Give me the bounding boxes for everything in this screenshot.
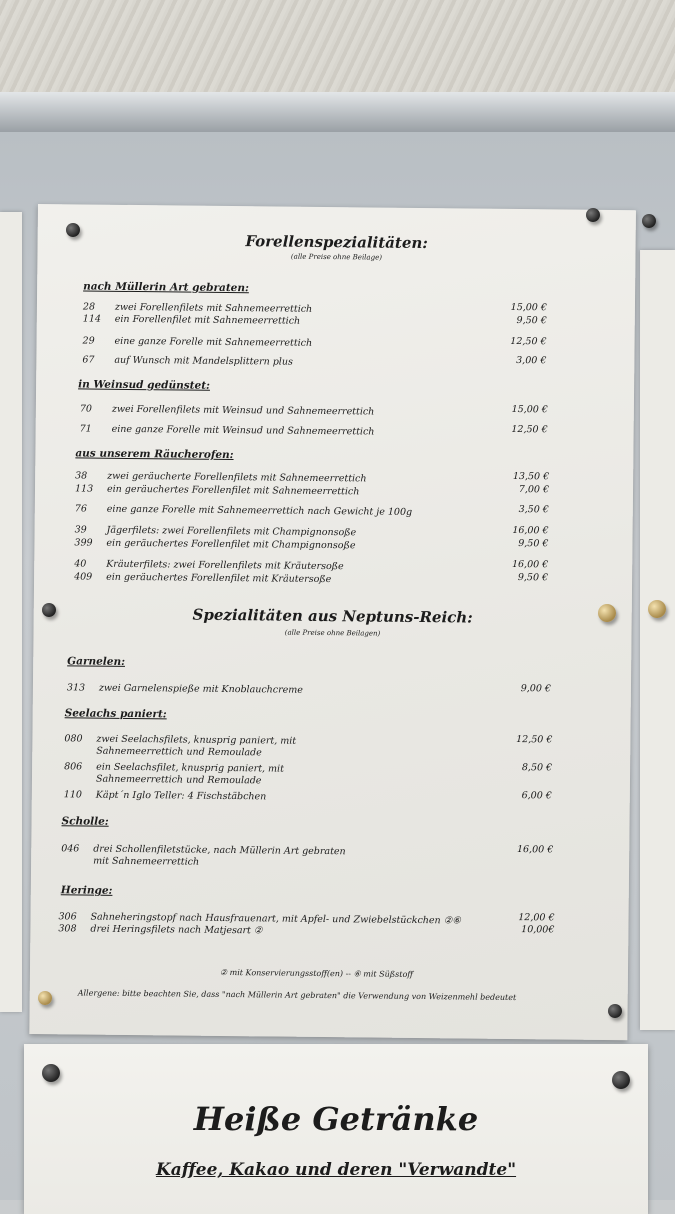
display-case-frame bbox=[0, 92, 675, 134]
additives-legend: ② mit Konservierungsstoff(en) -- ⑥ mit Süßstoff bbox=[219, 967, 414, 979]
menu-item-price: 16,00 € bbox=[511, 558, 549, 571]
menu-item-price: 7,00 € bbox=[518, 484, 550, 496]
pin-icon bbox=[66, 223, 80, 237]
menu-item-price: 15,00 € bbox=[510, 301, 547, 314]
menu-item-price: 10,00€ bbox=[521, 924, 555, 936]
section-heading-heringe: Heringe: bbox=[60, 884, 113, 897]
section-heading-muellerin: nach Müllerin Art gebraten: bbox=[83, 280, 249, 295]
hot-drinks-subtitle: Kaffee, Kakao und deren "Verwandte" bbox=[155, 1160, 517, 1180]
pin-icon bbox=[42, 603, 56, 617]
menu-item-price: 12,50 € bbox=[516, 734, 553, 746]
pin-icon bbox=[648, 600, 666, 618]
menu-item-price: 8,50 € bbox=[521, 762, 553, 774]
allergen-note: Allergene: bitte beachten Sie, dass "nach Müllerin Art gebraten" die Verwendung von Weizenmehl bedeutet bbox=[77, 988, 517, 1003]
menu-item-price: 13,50 € bbox=[512, 470, 550, 483]
right-neighbor-sheet bbox=[640, 250, 675, 1030]
pin-icon bbox=[38, 991, 52, 1005]
section-heading-raeucherofen: aus unserem Räucherofen: bbox=[75, 447, 234, 462]
menu-item-price: 9,00 € bbox=[520, 683, 552, 695]
trout-title: Forellenspezialitäten: bbox=[245, 232, 428, 253]
menu-item-price: 9,50 € bbox=[516, 315, 547, 327]
left-neighbor-sheet bbox=[0, 212, 22, 1012]
neptun-title: Spezialitäten aus Neptuns-Reich: bbox=[192, 605, 473, 627]
menu-item-price: 3,50 € bbox=[518, 504, 549, 516]
menu-item-price: 9,50 € bbox=[517, 572, 549, 584]
menu-item-price: 12,50 € bbox=[511, 423, 548, 436]
menu-item-price: 9,50 € bbox=[518, 538, 549, 550]
section-heading-scholle: Scholle: bbox=[61, 815, 109, 828]
section-heading-garnelen: Garnelen: bbox=[67, 655, 126, 668]
pin-icon bbox=[608, 1004, 622, 1018]
menu-item-price: 16,00 € bbox=[512, 524, 549, 537]
pin-icon bbox=[612, 1071, 630, 1089]
neptun-price-note: (alle Preise ohne Beilagen) bbox=[284, 628, 381, 638]
menu-sheet-hot-drinks bbox=[24, 1044, 648, 1214]
menu-sheet-trout-fish: Forellenspezialitäten: (alle Preise ohne Beilage) nach Müllerin Art gebraten: 28 zwei Forellenfilets mit Sahnemeerrettich 15,00 € 114 ein Forellenfilet mit Sahnemeerrettich 9,50 € 29 eine ganze Forelle mit Sahnemeerrettich 12,50 € 67 auf Wunsch mit Mandelsplittern plus 3,00 € in Weinsud gedünstet: 70 zwei Forellenfilets mit Weinsud und Sahnemeerrettich 15,00 € 71 eine ganze Forelle mit Weinsud und Sahnemeerrettich 12,50 € aus unserem Räucherofen: 38 zwei geräucherte Forellenfilets mit Sahnemeerrettich 13,50 € 113 ein geräuchertes Forellenfilet mit Sahnemeerrettich 7,00 € 76 eine ganze Forelle mit Sahnemeerrettich nach Gewicht je 100g 3,50 € 39 Jägerfilets: zwei Forellenfilets mit Champignonsoße 16,00 € 399 ein geräuchertes Forellenfilet mit Champignonsoße 9,50 € 40 Kräuterfilets: zwei Forellenfilets mit Kräutersoße 16,00 € 409 ein geräuchertes Forellenfilet mit Kräutersoße 9,50 € Spezialitäten aus Neptuns-Reich: (alle Preise ohne Beilagen) Garnelen: 313 zwei Garnelenspieße mit Knoblauchcreme 9,00 € Seelachs paniert: 080 zwei Seelachsfilets, knusprig paniert, mit Sahnemeerrettich und Remoulade 12,50 € 806 ein Seelachsfilet, knusprig paniert, mit Sahnemeerrettich und Remoulade 8,50 € 110 Käpt´n Iglo Teller: 4 Fischstäbchen 6,00 € Scholle: 046 drei Schollenfiletstücke, nach Müllerin Art gebraten mit Sahnemeerrettich 16,00 € Heringe: 306 Sahneheringstopf nach Hausfrauenart, mit Apfel- und Zwiebelstückchen ②⑥ 12,00 € 308 drei Heringsfilets nach Matjesart ② 10,00€ ② mit Konservierungsstoff(en) -- ⑥ mit Süßstoff Allergene: bitte beachten Sie, dass "nach Müllerin Art gebraten" die Verwendung von Weizenmehl bedeutet bbox=[29, 204, 636, 1040]
pin-icon bbox=[42, 1064, 60, 1082]
menu-item-price: 12,50 € bbox=[510, 335, 547, 348]
menu-item-price: 12,00 € bbox=[518, 912, 555, 924]
stone-wall bbox=[0, 0, 675, 100]
menu-item-price: 3,00 € bbox=[516, 355, 547, 367]
pin-icon bbox=[586, 208, 600, 222]
menu-item-price: 15,00 € bbox=[511, 403, 548, 416]
trout-price-note: (alle Preise ohne Beilage) bbox=[290, 252, 383, 262]
menu-item-price: 6,00 € bbox=[521, 790, 552, 802]
section-heading-weinsud: in Weinsud gedünstet: bbox=[78, 378, 211, 392]
section-heading-seelachs: Seelachs paniert: bbox=[64, 707, 167, 721]
menu-item-price: 16,00 € bbox=[516, 844, 554, 856]
pin-icon bbox=[598, 604, 616, 622]
pin-icon bbox=[642, 214, 656, 228]
hot-drinks-title: Heiße Getränke bbox=[193, 1100, 479, 1138]
